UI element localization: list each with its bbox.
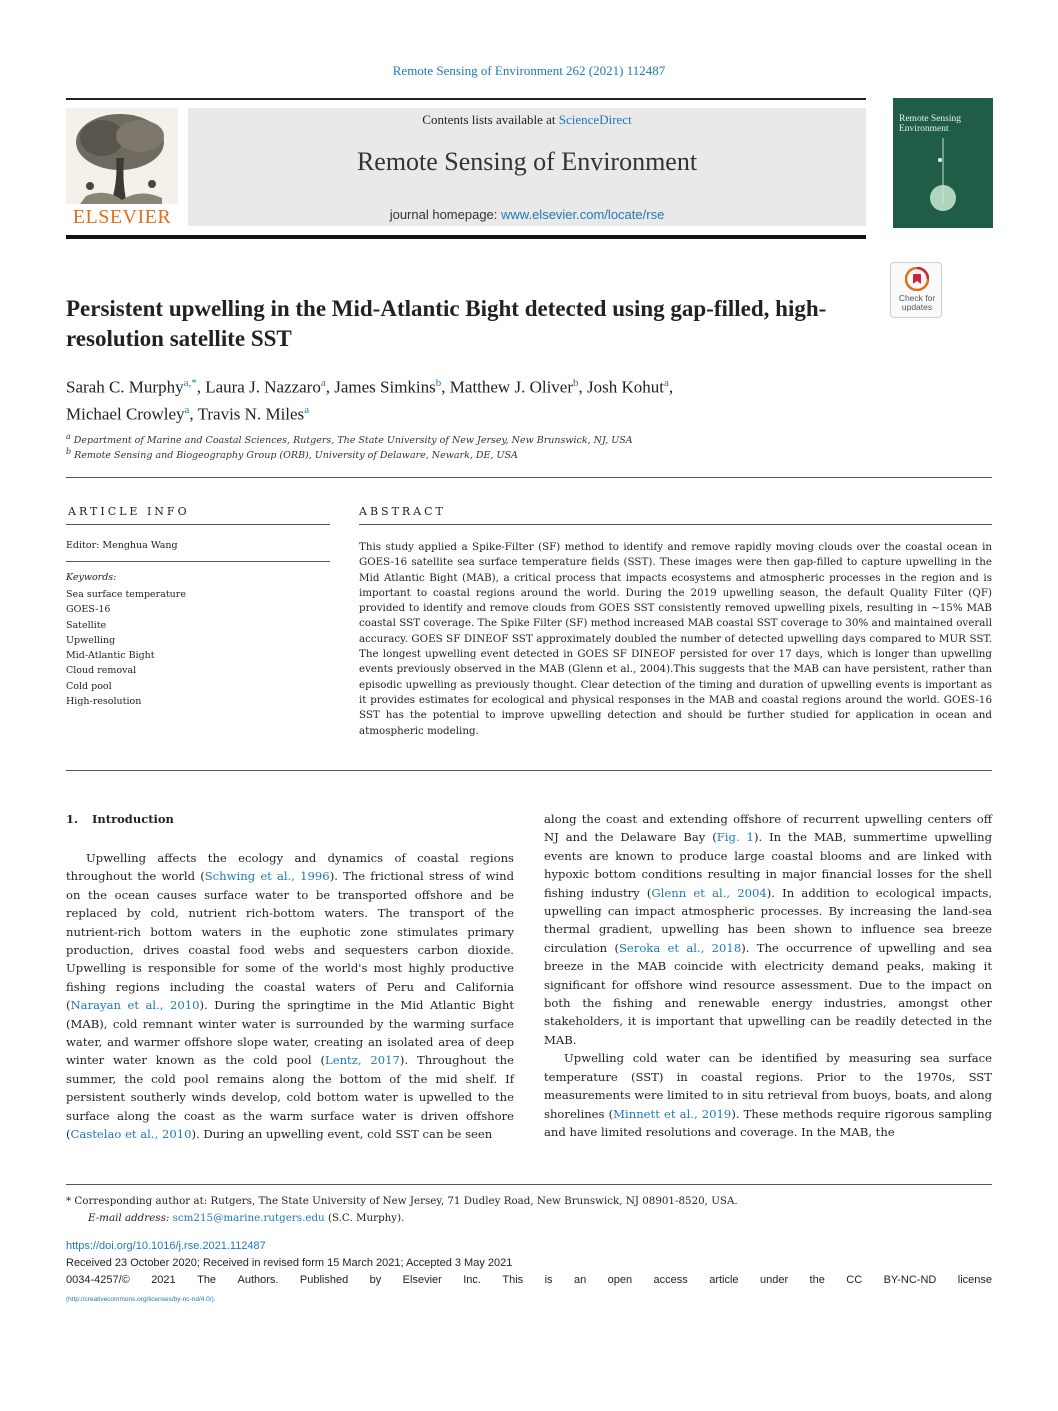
- keywords-list: [66, 587, 330, 709]
- keyword-item: Sea surface temperature: [66, 589, 186, 600]
- license-word: This: [502, 1274, 524, 1286]
- email-suffix: (S.C. Murphy).: [327, 1212, 405, 1224]
- citation-link[interactable]: Seroka et al., 2018: [618, 940, 742, 955]
- body-text: along the coast and extending offshore of recurrent upwelling centers off NJ and the Delaware Bay (: [544, 812, 992, 845]
- keyword-item: Mid-Atlantic Bight: [66, 650, 155, 662]
- cover-title: Remote Sensing Environment: [899, 114, 962, 134]
- keyword-item: Cloud removal: [66, 665, 137, 677]
- license-word: is: [544, 1274, 553, 1286]
- body-text: Upwelling affects the ecology and dynamics of coastal regions throughout the world (: [66, 851, 514, 884]
- body-text: ). The frictional stress of wind on the ocean causes surface water to be transported offshore and be replaced by cold, nutrient rich-bottom waters. The transport of the nutrient-rich bottom waters in the euphotic zone stimulates primary production, drives coastal food webs and sequesters carbon dioxide. Upwelling is responsible for some of the world's most highly productive fishing regions including the coastal waters of Peru and California (: [66, 869, 514, 1013]
- header-rule-thick: [66, 235, 866, 239]
- body-text: ). Throughout the summer, the cold pool remains along the bottom of the mid shelf. If persistent southerly winds develop, cold bottom water is upwelled to the surface along the coast as the warm surface water is driven offshore (: [66, 1053, 514, 1142]
- license-word: Elsevier: [402, 1274, 442, 1286]
- email-label: E-mail address:: [88, 1212, 170, 1224]
- license-word: open: [607, 1274, 633, 1286]
- citation-link[interactable]: Narayan et al., 2010: [70, 998, 200, 1013]
- section-rule: [66, 477, 992, 478]
- license-word: BY-NC-ND: [883, 1274, 937, 1286]
- abstract-heading: ABSTRACT: [359, 505, 446, 518]
- keyword-item: High-resolution: [66, 696, 142, 708]
- author-affiliation-mark[interactable]: b: [435, 377, 442, 389]
- journal-homepage-link[interactable]: www.elsevier.com/locate/rse: [501, 207, 665, 222]
- license-word: access: [653, 1274, 688, 1286]
- cover-art-icon: [893, 98, 993, 228]
- license-word: by: [369, 1274, 382, 1286]
- body-text: ). These methods require rigorous sampling and have limited resolutions and coverage. In the MAB, the: [544, 1106, 993, 1139]
- body-text: ). During an upwelling event, cold SST can be seen: [191, 1127, 493, 1142]
- author-affiliation-mark[interactable]: b: [573, 377, 579, 389]
- paragraph: [544, 810, 992, 1049]
- citation-link[interactable]: Schwing et al., 1996: [204, 869, 330, 884]
- license-word: license: [957, 1274, 992, 1286]
- author-name[interactable]: Michael Crowley: [66, 404, 185, 424]
- elsevier-wordmark: ELSEVIER: [72, 206, 172, 228]
- license-word: an: [573, 1274, 587, 1286]
- license-word: Published: [299, 1274, 349, 1286]
- check-for-updates-label: Check for updates: [898, 293, 936, 312]
- author-name[interactable]: James Simkins: [334, 377, 436, 397]
- license-word: the: [809, 1274, 825, 1286]
- author-affiliation-mark[interactable]: a: [184, 403, 190, 416]
- body-text: ). In the MAB, summertime upwelling events are known to produce large coastal blooms and are linked with hypoxic bottom conditions resulting in major financial losses for the shell fishing industry (: [544, 830, 992, 900]
- body-column-left: [66, 849, 514, 1144]
- check-for-updates-badge[interactable]: [890, 262, 942, 318]
- contents-line: [188, 112, 866, 128]
- citation-link[interactable]: Lentz, 2017: [325, 1053, 400, 1068]
- license-line: [66, 1274, 992, 1286]
- keyword-item: Satellite: [66, 619, 107, 631]
- license-word: 0034-4257/©: [66, 1274, 130, 1286]
- doi-link[interactable]: https://doi.org/10.1016/j.rse.2021.112487: [66, 1240, 266, 1252]
- section-rule: [66, 561, 330, 562]
- section-number: 1.: [66, 812, 79, 826]
- homepage-prefix: journal homepage:: [389, 207, 502, 222]
- sciencedirect-link[interactable]: ScienceDirect: [558, 112, 632, 127]
- author-affiliation-mark[interactable]: a: [304, 403, 310, 416]
- homepage-line: [188, 207, 866, 222]
- section-rule: [66, 524, 330, 525]
- license-word: 2021: [151, 1274, 176, 1286]
- affiliation-a: $^a$ Department of Marine and Coastal Sciences, Rutgers, The State University of New Jersey, New Brunswick, NJ, USA: [66, 432, 633, 447]
- license-word: under: [759, 1274, 789, 1286]
- keyword-item: Cold pool: [66, 680, 112, 692]
- journal-reference[interactable]: Remote Sensing of Environment 262 (2021) 112487: [392, 63, 666, 78]
- keyword-item: Upwelling: [66, 634, 116, 646]
- corresponding-author-note: * Corresponding author at: Rutgers, The State University of New Jersey, 71 Dudley Road, New Brunswick, NJ 08901-8520, USA.: [66, 1195, 738, 1207]
- affiliation-b: $^b$ Remote Sensing and Biogeography Group (ORB), University of Delaware, Newark, DE, USA: [66, 447, 518, 462]
- affiliation-text: Remote Sensing and Biogeography Group (ORB), University of Delaware, Newark, DE, USA: [74, 450, 518, 462]
- license-url-link[interactable]: (http://creativecommons.org/licenses/by-nc-nd/4.0/).: [66, 1296, 216, 1303]
- body-column-right: [544, 810, 992, 1141]
- license-word: The: [197, 1274, 217, 1286]
- keyword-item: GOES-16: [66, 604, 111, 616]
- received-dates: Received 23 October 2020; Received in revised form 15 March 2021; Accepted 3 May 2021: [66, 1257, 513, 1269]
- abstract-text: This study applied a Spike-Filter (SF) method to identify and remove rapidly moving clouds over the coastal ocean in GOES-16 satellite sea surface temperature fields (SST). These images were then gap-filled to capture upwelling in the Mid Atlantic Bight (MAB), a critical process that impacts ecosystems and atmospheric processes in the region and is important to coastal regions around the world. During the 2019 upwelling season, the default Quality Filter (QF) provided to identify and remove clouds from GOES SST consistently removed upwelling pixels, resulting in ~15% MAB coastal SST coverage. The Spike Filter (SF) method increased MAB coastal SST coverage to 30% and maintained overall accuracy. GOES SF DINEOF SST approximately doubled the number of detected upwelling days compared to MUR SST. The longest upwelling event detected in GOES SF DINEOF persisted for over 17 days, which is longer than upwelling events previously observed in the MAB (Glenn et al., 2004).This suggests that the MAB can have persistent, rather than episodic upwelling as previously thought. Clear detection of the timing and duration of upwelling events is important as it provides estimates for ecological and physical responses in the MAB and coastal regions around the world. GOES-16 SST has the potential to improve upwelling detection and should be further studied for application in ocean and atmospheric modeling.: [359, 541, 992, 737]
- author-affiliation-mark[interactable]: a: [664, 377, 669, 389]
- contents-prefix: Contents lists available at: [422, 112, 559, 127]
- license-word: article: [709, 1274, 739, 1286]
- journal-title: Remote Sensing of Environment: [356, 147, 698, 176]
- keywords-heading: Keywords:: [66, 572, 117, 583]
- author-affiliation-mark[interactable]: a: [320, 377, 326, 389]
- figure-link[interactable]: Fig. 1: [716, 830, 754, 845]
- section-rule: [66, 770, 992, 771]
- footnote-rule: [66, 1184, 992, 1185]
- citation-link[interactable]: Castelao et al., 2010: [70, 1127, 192, 1142]
- citation-link[interactable]: Minnett et al., 2019: [613, 1106, 732, 1121]
- author-name[interactable]: Matthew J. Oliver: [449, 377, 574, 397]
- body-text: Upwelling cold water can be identified by measuring sea surface temperature (SST) in coastal regions. Prior to the 1970s, SST measurements were limited to in situ retrieval from buoys, boats, and along shorelines (: [544, 1051, 993, 1121]
- body-text: ). The occurrence of upwelling and sea breeze in the MAB coincide with electricity demand peaks, making it significant for offshore wind resource assessment. Due to the impact on both the fishing and renewable energy industries, amongst other stakeholders, it is important that upwelling can be readily detected in the MAB.: [544, 940, 993, 1047]
- author-affiliation-mark[interactable]: a,*: [183, 377, 197, 389]
- footnote: [66, 1193, 992, 1227]
- header-rule: [66, 98, 866, 100]
- author-name[interactable]: Josh Kohut: [587, 377, 664, 397]
- citation-link[interactable]: Glenn et al., 2004: [651, 885, 767, 900]
- article-title: Persistent upwelling in the Mid-Atlantic Bight detected using gap-filled, high-resolution satellite SST: [66, 296, 827, 351]
- affiliation-text: Department of Marine and Coastal Sciences, Rutgers, The State University of New Jersey, New Brunswick, NJ, USA: [73, 435, 633, 447]
- paragraph: [66, 849, 514, 1144]
- license-word: Authors.: [237, 1274, 279, 1286]
- license-word: CC: [846, 1274, 863, 1286]
- author-name[interactable]: Travis N. Miles: [197, 404, 305, 424]
- article-info-heading: ARTICLE INFO: [68, 505, 190, 518]
- journal-cover-image[interactable]: [893, 98, 993, 228]
- section-title: Introduction: [92, 812, 174, 826]
- author-name[interactable]: Sarah C. Murphy: [66, 377, 184, 397]
- paragraph: [544, 1049, 992, 1141]
- email-link[interactable]: scm215@marine.rutgers.edu: [172, 1212, 325, 1224]
- section-rule: [359, 524, 992, 525]
- body-text: ). In addition to ecological impacts, upwelling can impact atmospheric processes. By increasing the land-sea thermal gradient, upwelling has been shown to influence sea breeze circulation (: [544, 885, 992, 955]
- email-line: [66, 1210, 992, 1227]
- author-name[interactable]: Laura J. Nazzaro: [205, 377, 321, 397]
- body-text: ). During the springtime in the Mid Atlantic Bight (MAB), cold remnant winter water is surrounded by the warming surface water, and warmer offshore slope water, creating an isolated area of deep winter water known as the cold pool (: [66, 998, 514, 1068]
- section-heading-introduction: [66, 812, 188, 826]
- editor-line: Editor: Menghua Wang: [66, 540, 178, 551]
- author-list: Sarah C. Murphy$^{a,*}$, Laura J. Nazzaro$^a$, James Simkins$^b$, Matthew J. Oliver$^b$, Josh Kohut$^a$, Michael Crowley$^a$, Travis N. Miles$^a$: [66, 377, 674, 424]
- check-for-updates-icon: [905, 267, 929, 291]
- license-word: Inc.: [463, 1274, 481, 1286]
